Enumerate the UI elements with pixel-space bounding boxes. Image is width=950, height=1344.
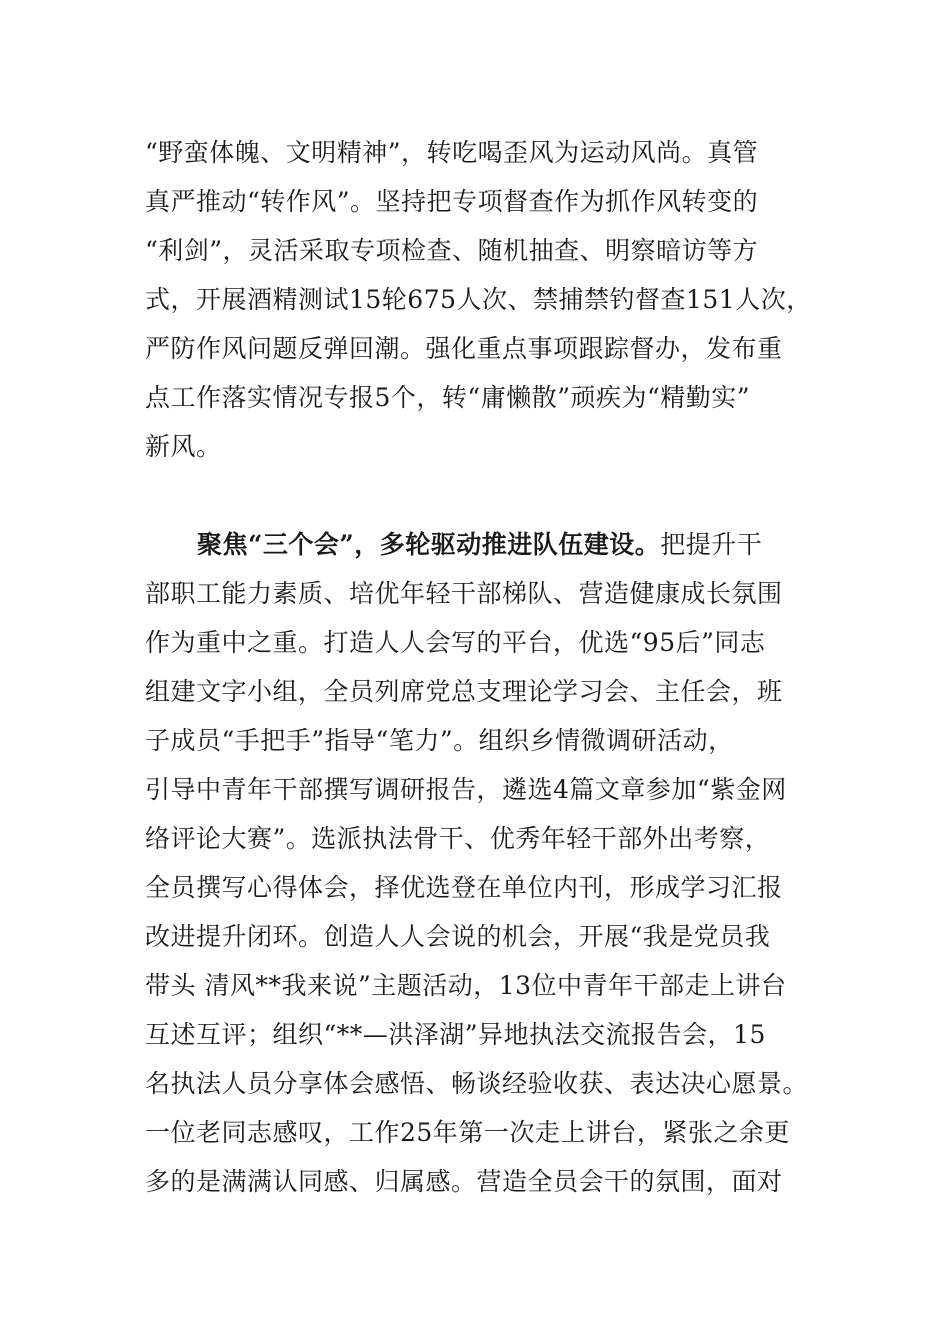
heading-continuation: 把提升干 [660,530,763,559]
text-line: 作为重中之重。打造人人会写的平台，优选“95后”同志 [145,628,766,657]
document-body [145,128,812,1206]
paragraph-first-line [145,520,807,569]
text-line: “野蛮体魄、文明精神”，转吃喝歪风为运动风尚。真管 [145,138,759,167]
text-line: 子成员“手把手”指导“笔力”。组织乡情微调研活动， [145,726,734,755]
text-line: 多的是满满认同感、归属感。营造全员会干的氛围，面对 [145,1167,783,1196]
text-line: “利剑”，灵活采取专项检查、随机抽查、明察暗访等方 [145,236,759,265]
text-line: 全员撰写心得体会，择优选登在单位内刊，形成学习汇报 [145,873,783,902]
text-line: 点工作落实情况专报5个，转“庸懒散”顽疾为“精勤实” [145,383,751,412]
paragraph-2 [145,520,807,1206]
text-line: 名执法人员分享体会感悟、畅谈经验收获、表达决心愿景。 [145,1069,809,1098]
text-line: 带头 清风**我来说”主题活动，13位中青年干部走上讲台 [145,971,787,1000]
text-line: 一位老同志感叹，工作25年第一次走上讲台，紧张之余更 [145,1118,790,1147]
paragraph-1 [145,128,812,471]
section-heading: 聚焦“三个会”，多轮驱动推进队伍建设。 [197,530,661,559]
paragraph-spacer [145,471,807,520]
text-line: 改进提升闭环。创造人人会说的机会，开展“我是党员我 [145,922,771,951]
text-line: 部职工能力素质、培优年轻干部梯队、营造健康成长氛围 [145,579,783,608]
text-line: 真严推动“转作风”。坚持把专项督查作为抓作风转变的 [145,187,759,216]
text-line: 式，开展酒精测试15轮675人次、禁捕禁钓督查151人次， [145,285,812,314]
text-line: 引导中青年干部撰写调研报告，遴选4篇文章参加“紫金网 [145,775,787,804]
text-line: 络评论大赛”。选派执法骨干、优秀年轻干部外出考察， [145,824,771,853]
text-line: 互述互评；组织“**—洪泽湖”异地执法交流报告会，15 [145,1020,766,1049]
text-line: 严防作风问题反弹回潮。强化重点事项跟踪督办，发布重 [145,334,783,363]
text-line: 新风。 [145,432,222,461]
text-line: 组建文字小组，全员列席党总支理论学习会、主任会，班 [145,677,783,706]
